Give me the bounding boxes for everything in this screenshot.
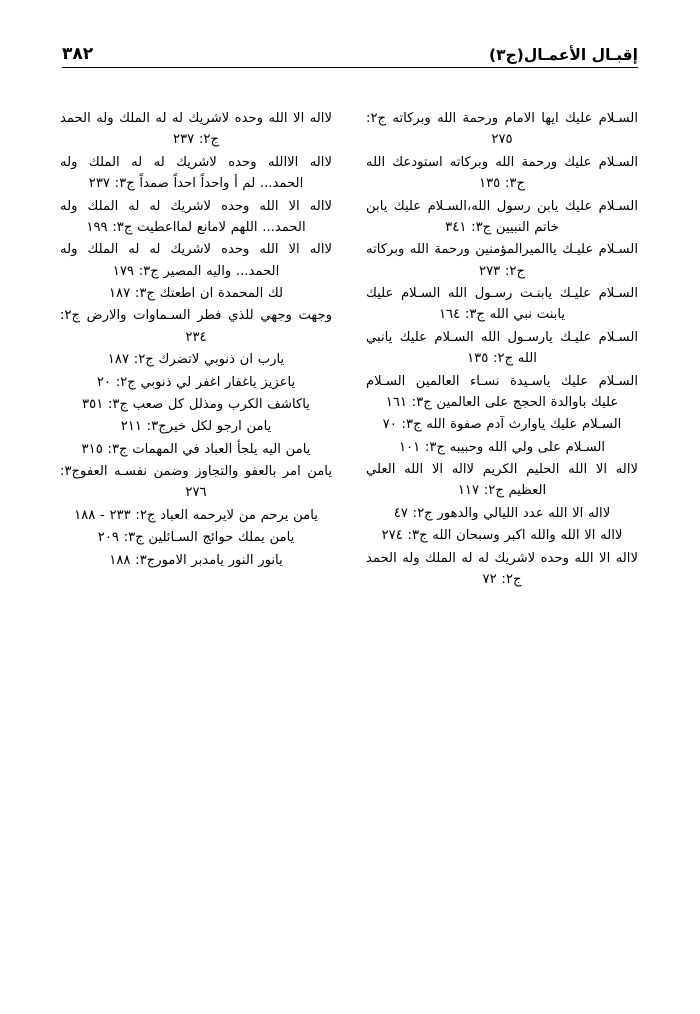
page-header (62, 34, 638, 68)
index-entry: لااله الا الله وحده لاشريك له له الملك وله الحمد... واليه المصير ج٣: ١٧٩ (60, 242, 332, 279)
index-entry: السـلام عليـك يارسـول الله السـلام عليك يانبي الله ج٢: ١٣٥ (366, 329, 638, 367)
index-entry: السـلام عليك ياسـيدة نسـاء العالمين السـلام عليك باوالدة الحجج على العالمين ج٣: ١٦١ (366, 373, 638, 410)
index-entry: وجهت وجهي للذي فطر السـماوات والارض ج٢: ٢٣٤ (60, 308, 332, 345)
index-entry: لااله الا الله وحده لاشريك له له الملك وله الحمد ج٢: ٧٢ (366, 550, 638, 587)
index-columns (60, 108, 638, 591)
index-entry: يامن ارجو لكل خيرج٣: ٢١١ (120, 419, 272, 435)
index-entry: السـلام عليـك يابنـت رسـول الله السـلام عليك يابنت نبي الله ج٣: ١٦٤ (366, 286, 638, 323)
index-entry: لااله الا الله والله اكبر وسبحان الله ج٣: ٢٧٤ (381, 528, 623, 544)
index-entry: ياكاشف الكرب ومذلل كل صعب ج٣: ٣٥١ (82, 396, 310, 412)
index-entry: لااله الا الله وحده لاشريك له له الملك وله الحمد... اللهم لامانع لمااعطيت ج٣: ١٩٩ (60, 198, 332, 235)
index-entry: لك المحمدة ان اطعتك ج٣: ١٨٧ (108, 286, 284, 301)
index-entry: لااله الاالله وحده لاشريك له له الملك وله الحمد... لم أ واحداً احداً صمداً ج٣: ٢٣٧ (60, 154, 332, 192)
index-entry: يامن يرحم من لايرحمه العباد ج٢: ٢٣٣ - ١٨٨ (74, 507, 318, 523)
index-column-right (366, 108, 638, 591)
page-number: ٣٨٢ (62, 44, 94, 64)
index-entry: السـلام عليك يابن رسول الله،السـلام عليك يابن خاتم النبيين ج٣: ٣٤١ (366, 198, 638, 235)
book-title: إقبـال الأعمـال(ج٣) (489, 46, 638, 64)
index-entry: يامن امر بالعفو والتجاوز وضمن نفسـه العفوج٣: ٢٧٦ (60, 464, 332, 501)
index-column-left (60, 108, 332, 572)
index-entry: يارب ان ذنوبي لاتضرك ج٢: ١٨٧ (107, 352, 285, 368)
index-entry: ياعزيز ياغفار اغفر لي ذنوبي ج٢: ٢٠ (96, 374, 296, 390)
index-entry: لااله الا الله وحده لاشريك له له الملك وله الحمد ج٢: ٢٣٧ (60, 111, 332, 148)
index-entry: يامن اليه يلجأ العباد في المهمات ج٣: ٣١٥ (81, 441, 311, 457)
index-entry: السـلام عليك ايها الامام ورحمة الله وبركاته ج٢: ٢٧٥ (366, 111, 638, 148)
index-entry: السـلام عليـك ياالميرالمؤمنين ورحمة الله وبركاته ج٢: ٢٧٣ (366, 242, 638, 279)
index-entry: يامن يملك حوائج السـائلين ج٣: ٢٠٩ (97, 530, 295, 546)
index-entry: لااله الا الله عدد الليالي والدهور ج٢: ٤٧ (393, 505, 611, 521)
index-entry: السـلام على ولي الله وحبيبه ج٣: ١٠١ (398, 439, 606, 455)
index-entry: السـلام عليك ورحمة الله وبركاته استودعك الله ج٣: ١٣٥ (366, 154, 638, 192)
index-entry: السـلام عليك ياوارث آدم صفوة الله ج٣: ٧٠ (382, 417, 622, 433)
index-entry: يانور النور يامدبر الامورج٣: ١٨٨ (109, 552, 283, 568)
index-entry: لااله الا الله الحليم الكريم لااله الا الله العلي العظيم ج٢: ١١٧ (366, 462, 638, 499)
